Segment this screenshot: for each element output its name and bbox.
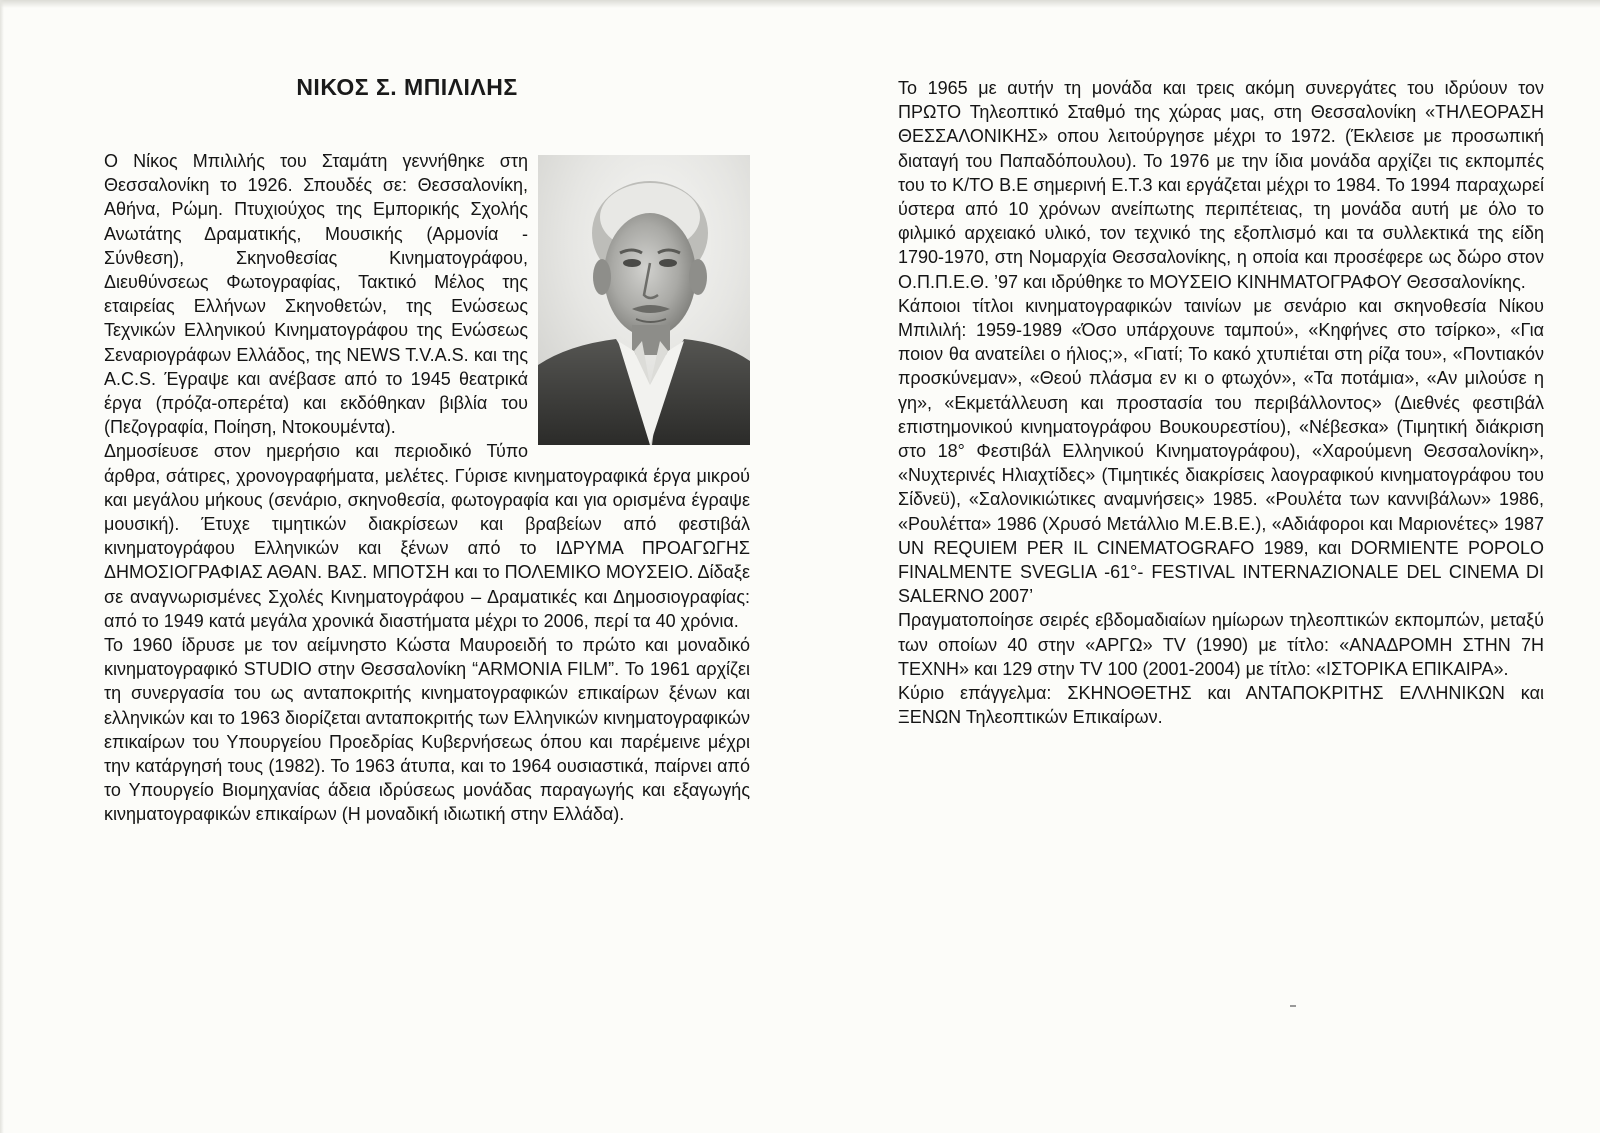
scan-edge-left [0,0,4,1133]
profession-paragraph: Κύριο επάγγελμα: ΣΚΗΝΟΘΕΤΗΣ και ΑΝΤΑΠΟΚΡΙΤΗΣ ΕΛΛΗΝΙΚΩΝ και ΞΕΝΩΝ Τηλεοπτικών Επικαίρων. [898,683,1544,728]
tv-series-paragraph: Πραγματοποίησε σειρές εβδομαδιαίων ημίωρων τηλεοπτικών εκπομπών, μεταξύ των οποίων 40 στην «ΑΡΓΩ» TV (1990) με τίτλο: «ΑΝΑΔΡΟΜΗ ΣΤΗΝ 7Η ΤΕΧΝΗ» και 129 στην TV 100 (2001-2004) με τίτλο: «ΙΣΤΟΡΙΚΑ ΕΠΙΚΑΙΡΑ». [898,610,1544,679]
intro-paragraph: Ο Νίκος Μπιλιλής του Σταμάτη γεννήθηκε στη Θεσσαλονίκη το 1926. Σπουδές σε: Θεσσαλονίκη, Αθήνα, Ρώμη. Πτυχιούχος της Εμπορικής Σχολής Ανωτάτης Δραματικής, Μουσικής (Αρμονία - Σύνθεση), Σκηνοθεσίας Κινηματογράφου, Διευθύνσεως Φωτογραφίας, Τακτικό Μέλος της εταιρείας Ελλήνων Σκηνοθετών, της Ενώσεως Τεχνικών Ελληνικού Κινηματογράφου της Ενώσεως Σεναριογράφων Ελλάδος, της NEWS T.V.A.S. και της A.C.S. Έγραψε και ανέβασε από το 1945 θεατρικά έργα (πρόζα-οπερέτα) και εκδόθηκαν βιβλία του (Πεζογραφία, Ποίηση, Ντοκουμέντα). [104,151,528,438]
page-title: ΝΙΚΟΣ Σ. ΜΠΙΛΙΛΗΣ [296,74,518,100]
portrait-photo [538,155,750,445]
right-column [898,76,1544,729]
left-column-text [104,149,750,827]
scan-edge-top [0,0,1600,8]
filmography-paragraph: Κάποιοι τίτλοι κινηματογραφικών ταινίων με σενάριο και σκηνοθεσία Νίκου Μπιλιλή: 1959-1989 «Όσο υπάρχουνε ταμπού», «Κηφήνες στο τσίρκο», «Για ποιον θα ανατείλει ο ήλιος;», «Γιατί; Το κακό χτυπιέται στη ρίζα του», «Ποντιακόν προσκύνεμαν», «Θεού πλάσμα εν κι ο φτωχόν», «Τα ποτάμια», «Αν μιλούσε η γη», «Εκμετάλλευση και προστασία του περιβάλλοντος» (Διεθνές φεστιβάλ επιστημονικού κινηματογράφου Βουκουρεστίου), «Νέβεσκα» (Τιμητική διάκριση στο 18° Φεστιβάλ Ελληνικού Κινηματογράφου), «Χαρούμενη Θεσσαλονίκη», «Νυχτερινές Ηλιαχτίδες» (Τιμητικές διακρίσεις λαογραφικού κινηματογράφου του Σίδνεϋ), «Σαλονικιώτικες αναμνήσεις» 1985. «Ρουλέτα των καννιβάλων» 1986, «Ρουλέττα» 1986 (Χρυσό Μετάλλιο Μ.Ε.Β.Ε.), «Αδιάφοροι και Μαριονέτες» 1987 UN REQUIEM PER IL CINEMATOGRAFO 1989, και DORMIENTE POPOLO FINALMENTE SVEGLIA -61°- FESTIVAL INTERNAZIONALE DEL CINEMA DI SALERNO 2007’ [898,295,1544,607]
scan-speck [1290,1005,1296,1007]
television-paragraph: Το 1965 με αυτήν τη μονάδα και τρεις ακόμη συνεργάτες του ιδρύουν τον ΠΡΩΤΟ Τηλεοπτικό Σταθμό της χώρας μας, στη Θεσσαλονίκη «ΤΗΛΕΟΡΑΣΗ ΘΕΣΣΑΛΟΝΙΚΗΣ» οπου λειτούργησε μέχρι το 1972. (Έκλεισε με προσωπική διαταγή του Παπαδόπουλου). Το 1976 με την ίδια μονάδα αρχίζει τις εκπομπές του το Κ/ΤΟ Β.Ε σημερινή Ε.Τ.3 και εργάζεται μέχρι το 1984. Το 1994 παραχωρεί ύστερα από 10 χρόνων ανείπωτης περιπέτειας, τη μονάδα αυτή με όλο το φιλμικό αρχειακό υλικό, τον τεχνικό της εξοπλισμό και τα συλλεκτικά της είδη 1790-1970, στη Νομαρχία Θεσσαλονίκης, η οποία και προσέφερε ως δώρο στον Ο.Π.Π.Ε.Θ. ’97 και ιδρύθηκε το ΜΟΥΣΕΙΟ ΚΙΝΗΜΑΤΟΓΡΑΦΟΥ Θεσσαλονίκης. [898,78,1544,292]
left-column [104,68,750,827]
career-paragraph: Δημοσίευσε στον ημερήσιο και περιοδικό Τύπο άρθρα, σάτιρες, χρονογραφήματα, μελέτες. Γύρισε κινηματογραφικά έργα μικρού και μεγάλου μήκους (σενάριο, σκηνοθεσία, φωτογραφία και για ορισμένα έγραψε μουσική). Έτυχε τιμητικών διακρίσεων και βραβείων από φεστιβάλ κινηματογράφου Ελληνικών και ξένων από το ΙΔΡΥΜΑ ΠΡΟΑΓΩΓΗΣ ΔΗΜΟΣΙΟΓΡΑΦΙΑΣ ΑΘΑΝ. ΒΑΣ. ΜΠΟΤΣΗ και το ΠΟΛΕΜΙΚΟ ΜΟΥΣΕΙΟ. Δίδαξε σε αναγνωρισμένες Σχολές Κινηματογράφου – Δραματικές και Δημοσιογραφίας: από το 1949 κατά μεγάλα χρονικά διαστήματα μέχρι το 2006, περί τα 40 χρόνια. [104,441,750,631]
studio-paragraph: Το 1960 ίδρυσε με τον αείμνηστο Κώστα Μαυροειδή το πρώτο και μοναδικό κινηματογραφικό STUDIO στην Θεσσαλονίκη “ARMONIA FILM”. Το 1961 αρχίζει τη συνεργασία του ως ανταποκριτής κινηματογραφικών επικαίρων ξένων και ελληνικών και το 1963 διορίζεται ανταποκριτής των Ελληνικών κινηματογραφικών επικαίρων του Υπουργείου Προεδρίας Κυβερνήσεως όπου και παρέμεινε μέχρι την κατάργησή τους (1982). Το 1963 άτυπα, και το 1964 ουσιαστικά, παίρνει από το Υπουργείο Βιομηχανίας άδεια ιδρύσεως μονάδας παραγωγής και εξαγωγής κινηματογραφικών επικαίρων (Η μοναδική ιδιωτική στην Ελλάδα). [104,635,750,825]
right-column-text [898,76,1544,729]
